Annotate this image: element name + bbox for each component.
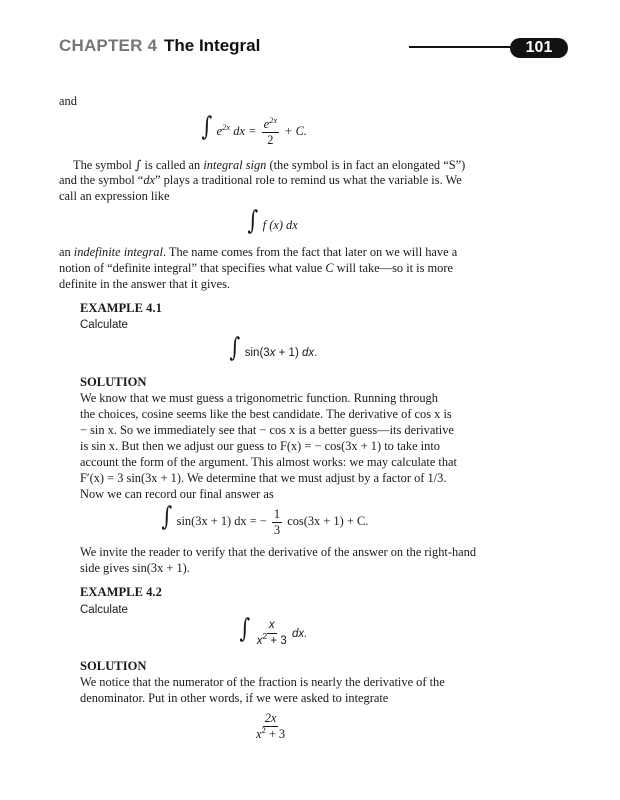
paragraph-line: F′(x) = 3 sin(3x + 1). We determine that we must adjust by a factor of 1/3. xyxy=(80,471,447,485)
paragraph-line: call an expression like xyxy=(59,189,170,203)
integral-sign: ∫ xyxy=(247,206,259,236)
integral-sign: ∫ xyxy=(229,333,241,363)
integral-sign: ∫ xyxy=(201,112,213,142)
paragraph-line: and the symbol “dx” plays a traditional role to remind us what the variable is. We xyxy=(59,173,462,187)
example-heading: EXAMPLE 4.2 xyxy=(80,585,162,599)
paragraph-line: − sin x. So we immediately see that − cos x is a better guess—its derivative xyxy=(80,423,454,437)
paragraph-line: notion of “definite integral” that specifies what value C will take—so it is more xyxy=(59,261,453,275)
paragraph-line: denominator. Put in other words, if we were asked to integrate xyxy=(80,691,389,705)
paragraph-line: We invite the reader to verify that the derivative of the answer on the right-hand xyxy=(80,545,477,559)
paragraph-line: Now we can record our final answer as xyxy=(80,487,274,501)
fraction: $\frac{1}{3}$ xyxy=(273,506,281,537)
paragraph-line: an indefinite integral. The name comes from the fact that later on we will have a xyxy=(59,245,458,259)
page-number-badge: 101 xyxy=(510,38,568,58)
fraction: $\frac{2x}{x^2 + 3}$ xyxy=(256,711,286,741)
text-and: and xyxy=(59,94,77,108)
equation-exp-integral: ∫ $e^{2x}$ dx = $\frac{e^{2x}}{2}$ + C. xyxy=(201,112,308,147)
paragraph-line: The symbol ∫ is called an integral sign (the symbol is in fact an elongated “S”) xyxy=(73,157,466,172)
example-integral: ∫ $\frac{x}{x^2 + 3}$ dx. xyxy=(239,614,308,648)
paragraph-line: definite in the answer that it gives. xyxy=(59,277,231,291)
paragraph-line: account the form of the argument. This almost works: we may calculate that xyxy=(80,455,458,469)
solution-heading: SOLUTION xyxy=(80,375,147,389)
equation-indefinite-integral: ∫ f (x) dx xyxy=(247,206,298,236)
fraction: $\frac{x}{x^2 + 3}$ xyxy=(256,619,287,648)
paragraph-line: is sin x. But then we adjust our guess to F(x) = − cos(3x + 1) to take into xyxy=(80,439,440,453)
paragraph-line: side gives sin(3x + 1). xyxy=(80,561,190,575)
equation-sin-integral: ∫ sin(3x + 1) dx = − $\frac{1}{3}$ cos(3x + 1) + C. xyxy=(161,502,369,537)
solution-heading: SOLUTION xyxy=(80,659,147,673)
integral-sign: ∫ xyxy=(239,614,251,644)
paragraph-line: the choices, cosine seems like the best candidate. The derivative of cos x is xyxy=(80,407,452,421)
example-prompt: Calculate xyxy=(80,604,128,616)
paragraph-line: We notice that the numerator of the fraction is nearly the derivative of the xyxy=(80,675,445,689)
chapter-title: The Integral xyxy=(164,36,261,55)
paragraph-line: We know that we must guess a trigonometric function. Running through xyxy=(80,391,438,405)
integral-sign: ∫ xyxy=(161,502,173,532)
fraction: $\frac{e^{2x}}{2}$ xyxy=(263,114,278,147)
example-heading: EXAMPLE 4.1 xyxy=(80,301,162,315)
chapter-label: CHAPTER 4 xyxy=(59,36,158,55)
example-prompt: Calculate xyxy=(80,319,128,331)
example-integral: ∫ sin(3x + 1) dx. xyxy=(229,333,318,363)
equation-fraction xyxy=(254,712,287,741)
